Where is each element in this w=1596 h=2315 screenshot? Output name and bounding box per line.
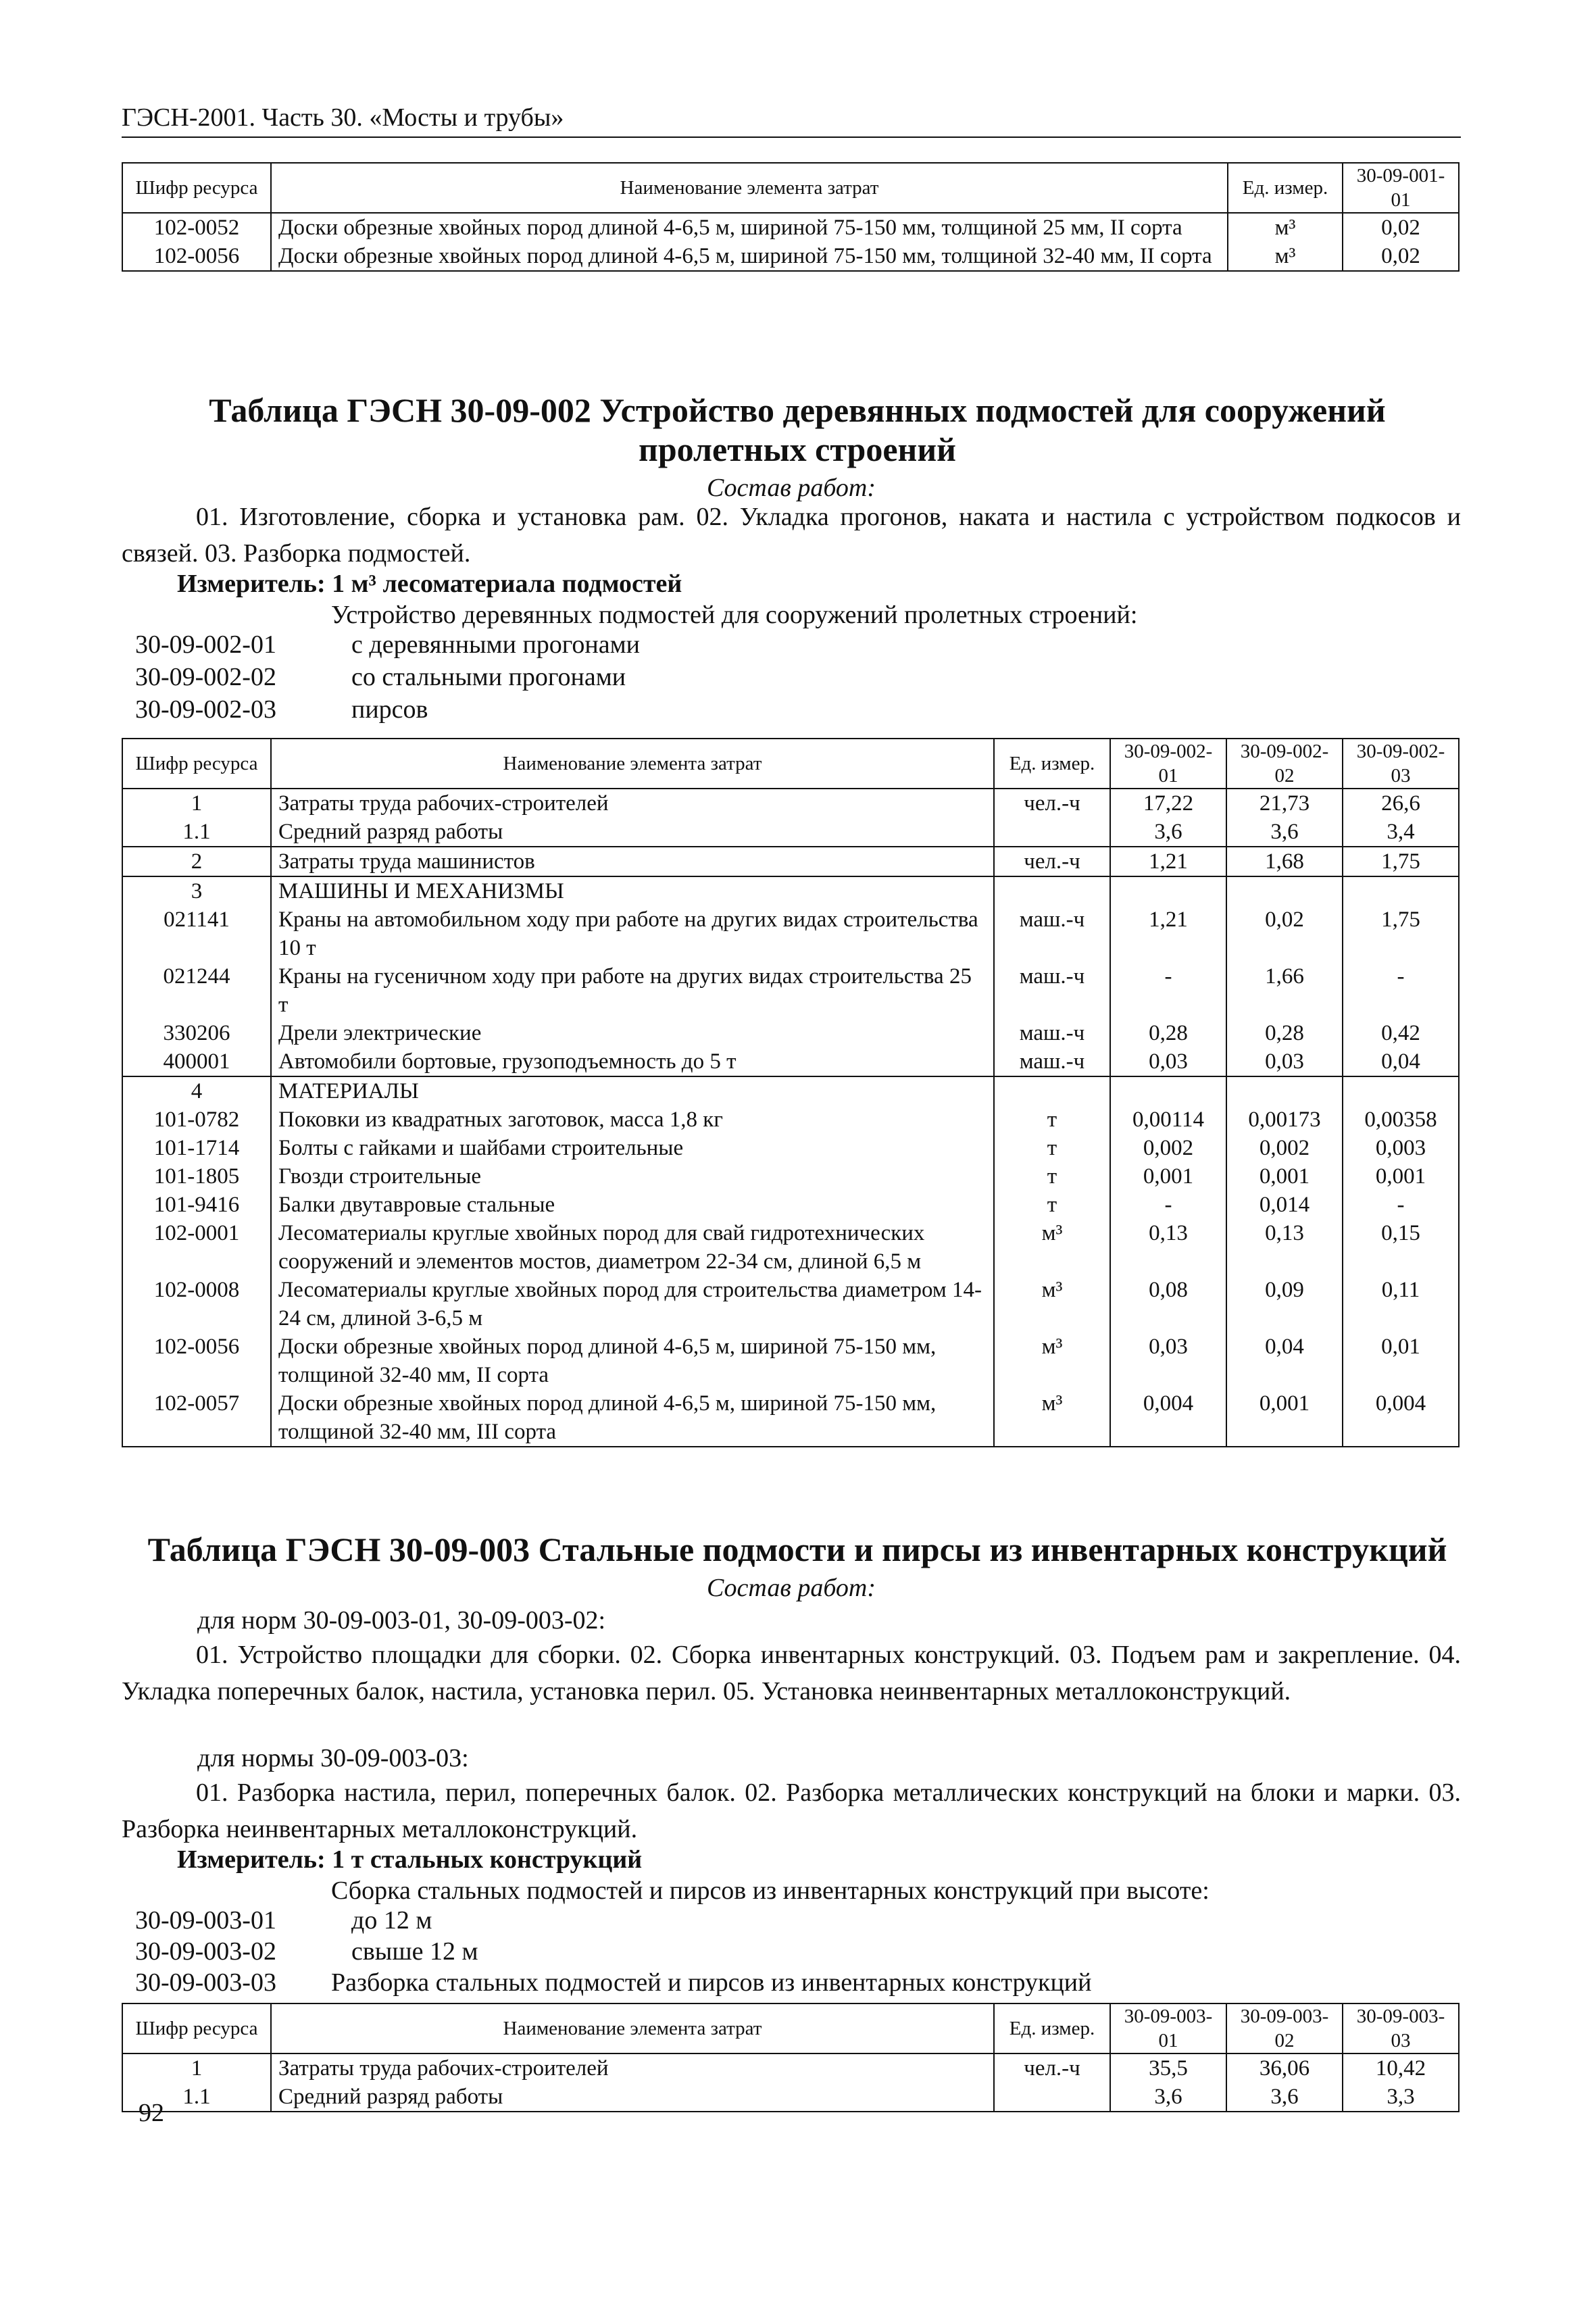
- cell-value: 10,42: [1343, 2053, 1459, 2083]
- cell-code: 102-0057: [122, 1389, 271, 1447]
- col-header-name: Наименование элемента затрат: [271, 739, 994, 789]
- cell-value: 0,08: [1110, 1276, 1226, 1333]
- norm-description: с деревянными прогонами: [351, 630, 640, 659]
- norm-description: со стальными прогонами: [351, 663, 626, 691]
- table-row: [122, 1105, 1459, 1134]
- cell-value: -: [1110, 1191, 1226, 1219]
- cell-code: 102-0001: [122, 1219, 271, 1276]
- cell-value: [1226, 1076, 1343, 1105]
- norms-scope-1: для норм 30-09-003-01, 30-09-003-02:: [197, 1606, 606, 1635]
- cell-value: 0,13: [1226, 1219, 1343, 1276]
- section-title-30-09-002: Таблица ГЭСН 30-09-002 Устройство деревянных подмостей для сооружений пролетных строений: [209, 391, 1386, 468]
- table-row: [122, 1134, 1459, 1162]
- cell-value: 1,75: [1343, 847, 1459, 876]
- cell-value: 0,04: [1226, 1333, 1343, 1389]
- work-composition-label: Состав работ:: [706, 474, 876, 502]
- cell-value: 0,003: [1343, 1134, 1459, 1162]
- cell-value: 0,001: [1226, 1162, 1343, 1191]
- page-number: 92: [139, 2099, 164, 2127]
- cell-value: 0,02: [1226, 905, 1343, 962]
- meter-label: Измеритель: 1 м³ лесоматериала подмостей: [177, 570, 682, 598]
- cell-value: 1,68: [1226, 847, 1343, 876]
- resource-table-003: [122, 2003, 1460, 2112]
- col-header-norm-1: 30-09-002-01: [1110, 739, 1226, 789]
- norm-description: пирсов: [351, 695, 428, 724]
- cell-value: 3,6: [1110, 818, 1226, 847]
- cell-value: 0,03: [1110, 1333, 1226, 1389]
- col-header-norm: 30-09-001-01: [1343, 163, 1459, 213]
- cell-name: Средний разряд работы: [271, 2083, 994, 2112]
- cell-value: [1226, 876, 1343, 905]
- cell-name: Доски обрезные хвойных пород длиной 4-6,5 м, шириной 75-150 мм, толщиной 32-40 мм, II сорта: [271, 242, 1228, 271]
- cell-unit: маш.-ч: [994, 1019, 1110, 1047]
- cell-code: 101-0782: [122, 1105, 271, 1134]
- table-row: [122, 2083, 1459, 2112]
- cell-value: 0,002: [1110, 1134, 1226, 1162]
- cell-code: 102-0052: [122, 213, 271, 242]
- norm-code: 30-09-002-01: [135, 630, 276, 659]
- cell-value: 0,13: [1110, 1219, 1226, 1276]
- table-row: [122, 1191, 1459, 1219]
- cell-name: Затраты труда рабочих-строителей: [271, 2053, 994, 2083]
- cell-value: 3,6: [1226, 2083, 1343, 2112]
- cell-code: 101-1805: [122, 1162, 271, 1191]
- work-composition-text-1: 01. Устройство площадки для сборки. 02. Сборка инвентарных конструкций. 03. Подъем рам и закрепление. 04. Укладка поперечных балок, настила, установка перил. 05. Установка неинвентарных металлоконструкций.: [122, 1641, 1461, 1706]
- cell-unit: т: [994, 1134, 1110, 1162]
- cell-name: Затраты труда рабочих-строителей: [271, 789, 994, 818]
- table-row: [122, 1276, 1459, 1333]
- cell-unit: м³: [994, 1333, 1110, 1389]
- norm-code: 30-09-002-03: [135, 695, 276, 724]
- cell-unit: маш.-ч: [994, 905, 1110, 962]
- cell-code: 102-0056: [122, 242, 271, 271]
- cell-name: Лесоматериалы круглые хвойных пород для свай гидротехнических сооружений и элементов мостов, диаметром 22-34 см, длиной 6,5 м: [271, 1219, 994, 1276]
- cell-value: 35,5: [1110, 2053, 1226, 2083]
- cell-unit: маш.-ч: [994, 1047, 1110, 1076]
- cell-value: 21,73: [1226, 789, 1343, 818]
- cell-code: 102-0008: [122, 1276, 271, 1333]
- header-rule: [122, 136, 1461, 138]
- cell-unit: м³: [1228, 213, 1343, 242]
- cell-unit: т: [994, 1105, 1110, 1134]
- cell-value: 0,004: [1110, 1389, 1226, 1447]
- table-row: [122, 847, 1459, 876]
- cell-name: Доски обрезные хвойных пород длиной 4-6,5 м, шириной 75-150 мм, толщиной 32-40 мм, II сорта: [271, 1333, 994, 1389]
- cell-value: 0,15: [1343, 1219, 1459, 1276]
- cell-name: Гвозди строительные: [271, 1162, 994, 1191]
- cell-unit: [994, 818, 1110, 847]
- col-header-norm-3: 30-09-002-03: [1343, 739, 1459, 789]
- cell-value: -: [1343, 1191, 1459, 1219]
- col-header-name: Наименование элемента затрат: [271, 2003, 994, 2053]
- cell-name: Средний разряд работы: [271, 818, 994, 847]
- resource-table-002: [122, 738, 1460, 1447]
- cell-unit: маш.-ч: [994, 962, 1110, 1019]
- cell-unit: [994, 876, 1110, 905]
- col-header-code: Шифр ресурса: [122, 739, 271, 789]
- cell-name: Доски обрезные хвойных пород длиной 4-6,5 м, шириной 75-150 мм, толщиной 25 мм, II сорта: [271, 213, 1228, 242]
- cell-value: [1110, 1076, 1226, 1105]
- col-header-unit: Ед. измер.: [994, 739, 1110, 789]
- cell-value: 0,00358: [1343, 1105, 1459, 1134]
- cell-value: 3,3: [1343, 2083, 1459, 2112]
- cell-value: 0,28: [1226, 1019, 1343, 1047]
- cell-unit: чел.-ч: [994, 789, 1110, 818]
- cell-name: Доски обрезные хвойных пород длиной 4-6,5 м, шириной 75-150 мм, толщиной 32-40 мм, III сорта: [271, 1389, 994, 1447]
- cell-code: 2: [122, 847, 271, 876]
- norm-code: 30-09-003-02: [135, 1937, 276, 1966]
- cell-value: [1110, 876, 1226, 905]
- cell-value: -: [1343, 962, 1459, 1019]
- norms-scope-2: для нормы 30-09-003-03:: [197, 1744, 469, 1772]
- work-composition-label: Состав работ:: [706, 1574, 876, 1602]
- cell-code: 021244: [122, 962, 271, 1019]
- table-row: [122, 1219, 1459, 1276]
- cell-code: 021141: [122, 905, 271, 962]
- work-composition-text: 01. Изготовление, сборка и установка рам. 02. Укладка прогонов, наката и настила с устройством подкосов и связей. 03. Разборка подмостей.: [122, 503, 1461, 568]
- col-header-unit: Ед. измер.: [1228, 163, 1343, 213]
- cell-code: 400001: [122, 1047, 271, 1076]
- cell-name: Затраты труда машинистов: [271, 847, 994, 876]
- cell-name: МАТЕРИАЛЫ: [271, 1076, 994, 1105]
- cell-value: 0,28: [1110, 1019, 1226, 1047]
- cell-value: 3,6: [1110, 2083, 1226, 2112]
- cell-code: 1: [122, 789, 271, 818]
- cell-value: 0,00114: [1110, 1105, 1226, 1134]
- cell-code: 330206: [122, 1019, 271, 1047]
- cell-value: 3,4: [1343, 818, 1459, 847]
- meter-label: Измеритель: 1 т стальных конструкций: [177, 1845, 643, 1874]
- cell-name: Дрели электрические: [271, 1019, 994, 1047]
- cell-code: 101-9416: [122, 1191, 271, 1219]
- table-row: [122, 905, 1459, 962]
- table-row: [122, 213, 1459, 242]
- table-row: [122, 1047, 1459, 1076]
- cell-unit: м³: [994, 1219, 1110, 1276]
- cell-name: Автомобили бортовые, грузоподъемность до 5 т: [271, 1047, 994, 1076]
- table-row: [122, 962, 1459, 1019]
- col-header-norm-1: 30-09-003-01: [1110, 2003, 1226, 2053]
- cell-value: 1,21: [1110, 905, 1226, 962]
- norms-intro: Сборка стальных подмостей и пирсов из инвентарных конструкций при высоте:: [331, 1876, 1210, 1905]
- cell-value: 0,002: [1226, 1134, 1343, 1162]
- cell-value: 0,001: [1110, 1162, 1226, 1191]
- cell-name: Краны на автомобильном ходу при работе на других видах строительства 10 т: [271, 905, 994, 962]
- cell-name: Балки двутавровые стальные: [271, 1191, 994, 1219]
- cell-name: Лесоматериалы круглые хвойных пород для строительства диаметром 14-24 см, длиной 3-6,5 м: [271, 1276, 994, 1333]
- resource-table-001: [122, 162, 1460, 272]
- table-row: [122, 789, 1459, 818]
- col-header-norm-2: 30-09-003-02: [1226, 2003, 1343, 2053]
- cell-unit: м³: [994, 1389, 1110, 1447]
- cell-code: 1.1: [122, 2083, 271, 2112]
- norm-description: свыше 12 м: [351, 1937, 478, 1966]
- col-header-norm-3: 30-09-003-03: [1343, 2003, 1459, 2053]
- col-header-name: Наименование элемента затрат: [271, 163, 1228, 213]
- cell-value: 3,6: [1226, 818, 1343, 847]
- norm-description: до 12 м: [351, 1906, 432, 1935]
- norm-description: Разборка стальных подмостей и пирсов из инвентарных конструкций: [331, 1968, 1092, 1997]
- cell-value: [1343, 1076, 1459, 1105]
- table-row: [122, 818, 1459, 847]
- cell-value: 0,42: [1343, 1019, 1459, 1047]
- cell-code: 1: [122, 2053, 271, 2083]
- section-title-30-09-003: Таблица ГЭСН 30-09-003 Стальные подмости и пирсы из инвентарных конструкций: [147, 1530, 1447, 1568]
- norm-code: 30-09-003-03: [135, 1968, 276, 1997]
- cell-value: -: [1110, 962, 1226, 1019]
- cell-value: 0,02: [1343, 213, 1459, 242]
- cell-value: 36,06: [1226, 2053, 1343, 2083]
- cell-code: 4: [122, 1076, 271, 1105]
- table-row: [122, 1333, 1459, 1389]
- table-row: [122, 1076, 1459, 1105]
- cell-unit: чел.-ч: [994, 847, 1110, 876]
- work-composition-text-2: 01. Разборка настила, перил, поперечных балок. 02. Разборка металлических конструкций на блоки и марки. 03. Разборка неинвентарных металлоконструкций.: [122, 1778, 1461, 1843]
- cell-unit: [994, 1076, 1110, 1105]
- cell-value: 1,75: [1343, 905, 1459, 962]
- cell-value: 26,6: [1343, 789, 1459, 818]
- running-head: ГЭСН-2001. Часть 30. «Мосты и трубы»: [122, 103, 564, 132]
- col-header-norm-2: 30-09-002-02: [1226, 739, 1343, 789]
- cell-value: 1,66: [1226, 962, 1343, 1019]
- col-header-unit: Ед. измер.: [994, 2003, 1110, 2053]
- cell-value: [1343, 876, 1459, 905]
- cell-value: 0,001: [1226, 1389, 1343, 1447]
- cell-value: 0,03: [1226, 1047, 1343, 1076]
- norm-code: 30-09-002-02: [135, 663, 276, 691]
- cell-unit: м³: [1228, 242, 1343, 271]
- col-header-code: Шифр ресурса: [122, 2003, 271, 2053]
- cell-unit: м³: [994, 1276, 1110, 1333]
- cell-name: Краны на гусеничном ходу при работе на других видах строительства 25 т: [271, 962, 994, 1019]
- cell-code: 3: [122, 876, 271, 905]
- cell-unit: т: [994, 1191, 1110, 1219]
- cell-value: 0,04: [1343, 1047, 1459, 1076]
- table-row: [122, 876, 1459, 905]
- cell-value: 0,01: [1343, 1333, 1459, 1389]
- cell-value: 0,014: [1226, 1191, 1343, 1219]
- cell-code: 101-1714: [122, 1134, 271, 1162]
- table-row: [122, 2053, 1459, 2083]
- cell-unit: т: [994, 1162, 1110, 1191]
- cell-name: МАШИНЫ И МЕХАНИЗМЫ: [271, 876, 994, 905]
- cell-unit: [994, 2083, 1110, 2112]
- cell-code: 1.1: [122, 818, 271, 847]
- table-row: [122, 1389, 1459, 1447]
- table-row: [122, 1019, 1459, 1047]
- cell-value: 0,001: [1343, 1162, 1459, 1191]
- cell-value: 0,03: [1110, 1047, 1226, 1076]
- cell-name: Болты с гайками и шайбами строительные: [271, 1134, 994, 1162]
- cell-code: 102-0056: [122, 1333, 271, 1389]
- cell-value: 0,11: [1343, 1276, 1459, 1333]
- norm-code: 30-09-003-01: [135, 1906, 276, 1935]
- cell-unit: чел.-ч: [994, 2053, 1110, 2083]
- cell-name: Поковки из квадратных заготовок, масса 1,8 кг: [271, 1105, 994, 1134]
- col-header-code: Шифр ресурса: [122, 163, 271, 213]
- norms-intro: Устройство деревянных подмостей для сооружений пролетных строений:: [331, 601, 1138, 629]
- cell-value: 1,21: [1110, 847, 1226, 876]
- cell-value: 0,02: [1343, 242, 1459, 271]
- cell-value: 0,09: [1226, 1276, 1343, 1333]
- cell-value: 0,00173: [1226, 1105, 1343, 1134]
- table-row: [122, 242, 1459, 271]
- table-row: [122, 1162, 1459, 1191]
- cell-value: 17,22: [1110, 789, 1226, 818]
- cell-value: 0,004: [1343, 1389, 1459, 1447]
